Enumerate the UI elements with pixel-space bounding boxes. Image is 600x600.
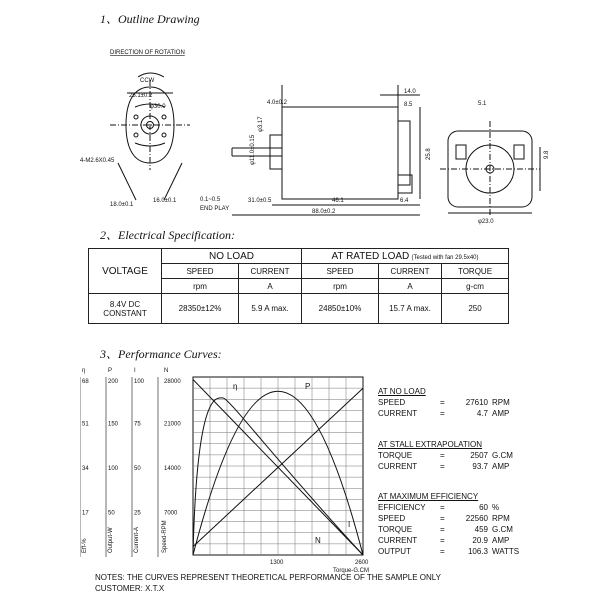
st-tq-val: 2507 [470,451,488,460]
me-eff-unit: % [492,503,500,512]
no-load-title: AT NO LOAD [378,387,426,396]
y-tick-label: 14000 [164,466,181,472]
rl-torque-header: TORQUE [442,264,509,279]
curve-label: P [305,382,311,391]
rated-load-note: (Tested with fan 29.5x40) [411,254,479,261]
me-eff-val: 60 [479,503,488,512]
y-tick-label: 100 [108,466,119,472]
me-cur-val: 20.9 [472,536,488,545]
axis-header: N [164,368,169,374]
stall-title: AT STALL EXTRAPOLATION [378,440,483,449]
rl-torque-value: 250 [442,294,509,324]
rl-speed-value: 24850±10% [302,294,379,324]
equals: = [440,547,445,556]
dim-16: 16.0±0.1 [153,198,177,204]
equals: = [440,536,445,545]
axis-label: Output-W [108,527,114,553]
y-tick-label: 17 [82,510,89,517]
dim-30: φ30.0 [150,104,166,110]
y-tick-label: 200 [108,379,119,385]
y-tick-label: 28000 [164,379,181,385]
dim-01: 0.1~0.5 [200,197,221,203]
nl-speed-value: 28350±12% [162,294,239,324]
voltage-line2: CONSTANT [103,308,147,318]
equals: = [440,514,445,523]
curve-label: I [348,520,351,529]
direction-label: DIRECTION OF ROTATION [110,50,185,56]
dim-25: 25.1±0.2 [129,93,153,99]
voltage-value [89,294,162,324]
nl-speed-unit: rpm [162,279,239,294]
y-tick-label: 50 [134,466,141,472]
dim-14: 14.0 [404,89,416,95]
me-out-unit: WATTS [492,547,520,556]
y-tick-label: 68 [82,379,89,385]
dim-98: 9.8 [544,150,550,159]
nl-speed-key: SPEED [378,398,406,407]
nl-current-header: CURRENT [239,264,302,279]
dim-4: 4.0±0.2 [267,100,287,106]
nl-speed-val: 27610 [465,398,488,407]
me-sp-unit: RPM [492,514,510,523]
equals: = [440,462,445,471]
max-eff-title: AT MAXIMUM EFFICIENCY [378,492,479,501]
axis-header: P [108,368,113,374]
section-outline-title: 1、Outline Drawing [100,12,200,26]
equals: = [440,503,445,512]
st-tq-unit: G.CM [492,451,513,460]
max-eff-block [378,491,538,557]
y-tick-label: 25 [134,510,141,517]
curve-label: N [315,536,321,545]
nl-cur-unit: AMP [492,409,510,418]
me-tq-unit: G.CM [492,525,513,534]
end-play-label: END PLAY [200,206,230,212]
section-performance-title: 3、Performance Curves: [100,347,222,361]
equals: = [440,525,445,534]
no-load-header: NO LOAD [162,249,302,264]
axis-header: η [82,368,86,374]
x-tick-label: 1300 [270,560,284,566]
me-tq-val: 459 [474,525,488,534]
y-tick-label: 7000 [164,510,178,517]
st-cur-unit: AMP [492,462,510,471]
equals: = [440,409,445,418]
dim-screw: 4-M2.6X0.45 [80,158,115,164]
nl-speed-unit-text: RPM [492,398,510,407]
nl-current-unit: A [239,279,302,294]
x-axis-label: Torque-G.CM [333,568,370,574]
dim-31: 31.0±0.5 [248,198,272,204]
me-tq-key: TORQUE [378,525,413,534]
me-eff-key: EFFICIENCY [378,503,426,512]
dim-23: φ23.0 [478,219,494,225]
electrical-spec-table [88,248,509,324]
voltage-line1: 8.4V DC [109,299,141,309]
dim-3: φ3.17 [258,116,264,132]
y-tick-label: 100 [134,379,145,385]
axis-label: Speed-RPM [162,520,168,553]
rl-current-value: 15.7 A max. [379,294,442,324]
y-tick-label: 34 [82,466,89,472]
notes-line: NOTES: THE CURVES REPRESENT THEORETICAL PERFORMANCE OF THE SAMPLE ONLY [95,573,441,582]
me-cur-key: CURRENT [378,536,418,545]
y-tick-label: 21000 [164,421,181,428]
performance-chart [80,362,375,574]
rated-load-header [302,249,509,264]
rl-torque-unit: g-cm [442,279,509,294]
axis-label: Current-A [134,526,140,553]
rl-speed-unit: rpm [302,279,379,294]
nl-cur-key: CURRENT [378,409,418,418]
notes-block [95,572,441,594]
nl-speed-header: SPEED [162,264,239,279]
dim-258: 25.8 [426,148,432,160]
dim-85: 8.5 [404,102,413,108]
customer-line: CUSTOMER: X.T.X [95,584,165,593]
rated-load-label: AT RATED LOAD [331,250,410,262]
x-tick-label: 2600 [355,560,369,566]
voltage-header: VOLTAGE [89,249,162,294]
dim-64: 6.4 [400,198,409,204]
st-cur-key: CURRENT [378,462,418,471]
st-cur-val: 93.7 [472,462,488,471]
y-tick-label: 75 [134,421,141,428]
nl-current-value: 5.9 A max. [239,294,302,324]
equals: = [440,451,445,460]
axis-header: I [134,368,136,374]
axis-label: Eff-% [82,538,88,553]
dim-51: 5.1 [478,101,487,107]
stall-block [378,439,538,472]
no-load-block [378,386,538,419]
me-out-key: OUTPUT [378,547,411,556]
nl-cur-val: 4.7 [476,409,488,418]
y-tick-label: 50 [108,510,115,517]
me-out-val: 106.3 [467,547,488,556]
rl-current-unit: A [379,279,442,294]
curve-label: η [233,382,238,391]
ccw-label: CCW [140,78,155,84]
dim-11: φ11.0±0.15 [250,134,256,165]
rl-current-header: CURRENT [379,264,442,279]
y-tick-label: 51 [82,421,89,428]
me-cur-unit: AMP [492,536,510,545]
y-tick-label: 150 [108,421,119,428]
st-tq-key: TORQUE [378,451,413,460]
me-sp-val: 22560 [465,514,488,523]
outline-drawing [0,35,600,225]
equals: = [440,398,445,407]
me-sp-key: SPEED [378,514,406,523]
section-electrical-title: 2、Electrical Specification: [100,228,235,242]
dim-18: 18.0±0.1 [110,202,134,208]
dim-461: 46.1 [332,198,344,204]
dim-88: 88.0±0.2 [312,209,336,215]
rl-speed-header: SPEED [302,264,379,279]
